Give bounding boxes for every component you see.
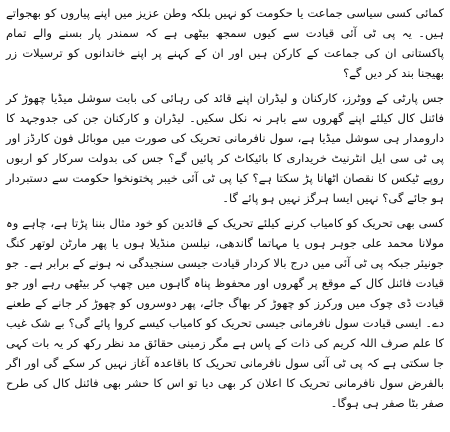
article-body (6, 3, 444, 413)
paragraph-1: کمائی کسی سیاسی جماعت یا حکومت کو نہیں بلکہ وطن عزیز میں اپنے پیاروں کو بھجواتے ہیں۔ یہ پی ٹی آئی قیادت سے کیوں سمجھ بیٹھی ہے کہ سمندر پار بسنے والے تمام پاکستانی ان کی جماعت کے کارکن ہیں اور ان کے کہنے پر اپنے خاندانوں کو ترسیلات زر بھیجنا بند کر دیں گے؟ (6, 6, 444, 80)
paragraph-3: کسی بھی تحریک کو کامیاب کرنے کیلئے تحریک کے قائدین کو خود مثال بننا پڑتا ہے، چاہے وہ مولانا محمد علی جوہر ہوں یا مہاتما گاندھی، نیلسن منڈیلا ہوں یا پھر مارٹن لوتھر کنگ جونیئر جبکہ پی ٹی آئی میں درج بالا کردار قیادت جیسی سنجیدگی نہ ہونے کے برابر ہے۔ جو قیادت فائنل کال کے موقع پر گھروں اور محفوظ پناہ گاہوں میں چھپ کر بیٹھی رہے اور جو قیادت ڈی چوک میں ورکرز کو چھوڑ کر بھاگ جائے، پھر دوسروں کو چھوڑ کر جانے کے طعنے دے۔ ایسی قیادت سول نافرمانی جیسی تحریک کو کامیاب کیسے کروا پائے گی؟ بے شک غیب کا علم صرف اللہ کریم کی ذات کے پاس ہے مگر زمینی حقائق مد نظر رکھ کر یہ بات کہی جا سکتی ہے کہ پی ٹی آئی سول نافرمانی تحریک کا باقاعدہ آغاز نہیں کر سکے گی اور اگر بالفرض سول نافرمانی تحریک کا اعلان کر بھی دیا تو اس کا حشر بھی فائنل کال کی طرح صفر بٹا صفر ہی ہوگا۔ (6, 216, 444, 410)
paragraph-2: جس پارٹی کے ووٹرز، کارکنان و لیڈران اپنے قائد کی رہائی کی بابت سوشل میڈیا چھوڑ کر فائنل کال کیلئے اپنے گھروں سے باہر نہ نکل سکیں۔ لیڈران و کارکنان جن کی جدوجہد کا دارومدار ہی سوشل میڈیا ہے، سول نافرمانی تحریک کی صورت میں موبائل فون کارڈز اور پی ٹی سی ایل انٹرنیٹ خریداری کا بائیکاٹ کر پائیں گے؟ جس کی بدولت سرکار کو اربوں روپے ٹیکس کا نقصان اٹھانا پڑ سکتا ہے؟ کیا پی ٹی آئی خیبر پختونخوا حکومت سے دستبردار ہو جائے گی؟ نہیں ایسا ہرگز نہیں ہو پائے گا۔ (6, 91, 444, 205)
